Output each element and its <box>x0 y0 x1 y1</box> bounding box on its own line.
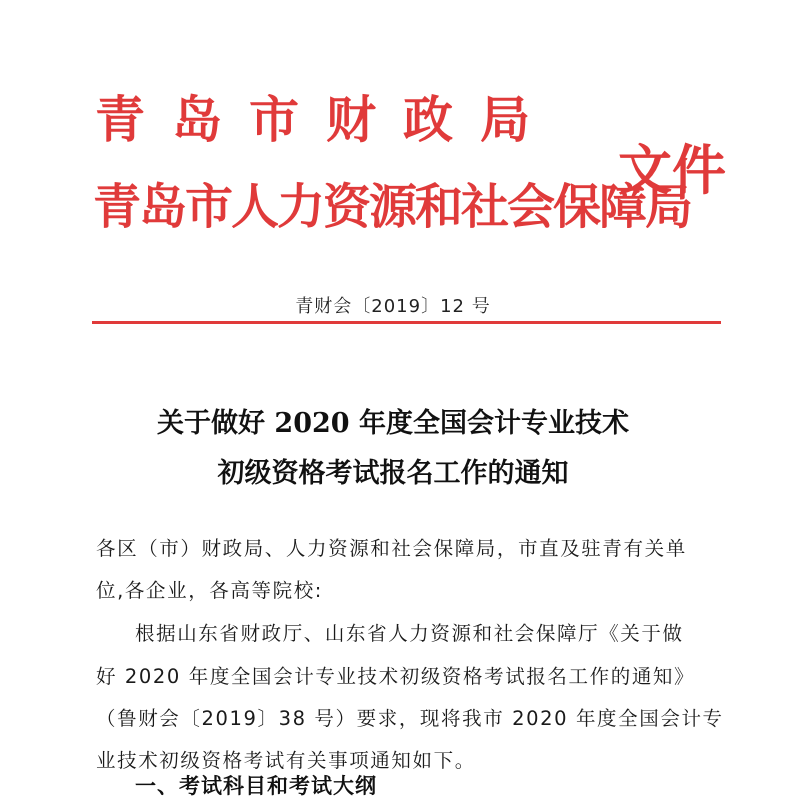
red-divider-line <box>92 321 721 324</box>
body-line: 好 2020 年度全国会计专业技术初级资格考试报名工作的通知》 <box>96 665 696 688</box>
body-line: 位,各企业，各高等院校: <box>96 579 323 602</box>
section-heading: 一、考试科目和考试大纲 <box>135 774 377 798</box>
document-type-label: 文件 <box>618 138 726 202</box>
document-number: 青财会〔2019〕12 号 <box>295 296 491 317</box>
body-line: （鲁财会〔2019〕38 号）要求，现将我市 2020 年度全国会计专 <box>96 707 724 730</box>
body-line: 各区（市）财政局、人力资源和社会保障局，市直及驻青有关单 <box>96 537 687 560</box>
document-title-line-2: 初级资格考试报名工作的通知 <box>217 458 569 489</box>
body-line: 业技术初级资格考试有关事项通知如下。 <box>96 749 476 772</box>
issuer-finance-bureau: 青岛市财政局 <box>95 90 557 149</box>
issuer-hr-social-security-bureau: 青岛市人力资源和社会保障局 <box>93 179 692 235</box>
body-line: 根据山东省财政厅、山东省人力资源和社会保障厅《关于做 <box>135 622 684 645</box>
document-title-line-1: 关于做好 2020 年度全国会计专业技术 <box>157 408 629 439</box>
